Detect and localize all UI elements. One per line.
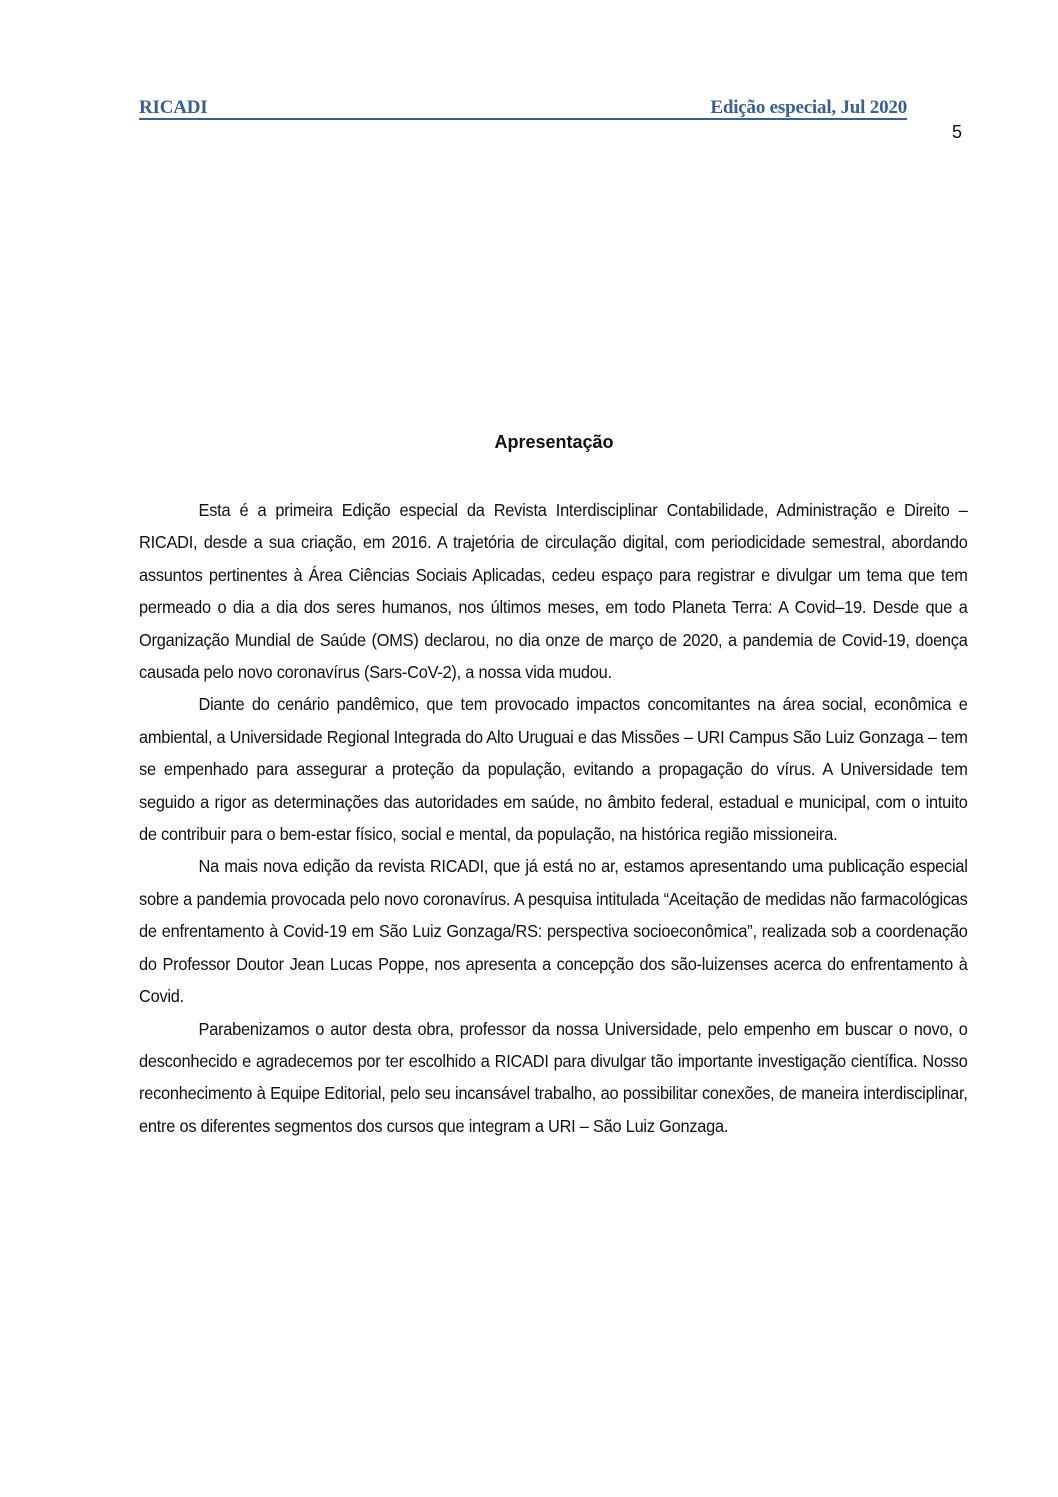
paragraph: Na mais nova edição da revista RICADI, que já está no ar, estamos apresentando uma publicação especial sobre a pandemia provocada pelo novo coronavírus. A pesquisa intitulada “Aceitação de medidas não farmacológicas de enfrentamento à Covid-19 em São Luiz Gonzaga/RS: perspectiva socioeconômica”, realizada sob a coordenação do Professor Doutor Jean Lucas Poppe, nos apresenta a concepção dos são-luizenses acerca do enfrentamento à Covid.	[139, 856, 968, 1007]
edition-label: Edição especial, Jul 2020	[710, 97, 907, 118]
journal-name: RICADI	[139, 97, 208, 118]
paragraph: Diante do cenário pandêmico, que tem provocado impactos concomitantes na área social, econômica e ambiental, a Universidade Regional Integrada do Alto Uruguai e das Missões – URI Campus São Luiz Gonzaga – tem se empenhado para assegurar a proteção da população, evitando a propagação do vírus. A Universidade tem seguido a rigor as determinações das autoridades em saúde, no âmbito federal, estadual e municipal, com o intuito de contribuir para o bem-estar físico, social e mental, da população, na histórica região missioneira.	[139, 694, 968, 845]
section-title: Apresentação	[494, 432, 614, 452]
paragraph: Esta é a primeira Edição especial da Revista Interdisciplinar Contabilidade, Administração e Direito – RICADI, desde a sua criação, em 2016. A trajetória de circulação digital, com periodicidade semestral, abordando assuntos pertinentes à Área Ciências Sociais Aplicadas, cedeu espaço para registrar e divulgar um tema que tem permeado o dia a dia dos seres humanos, nos últimos meses, em todo Planeta Terra: A Covid–19. Desde que a Organização Mundial de Saúde (OMS) declarou, no dia onze de março de 2020, a pandemia de Covid-19, doença causada pelo novo coronavírus (Sars-CoV-2), a nossa vida mudou.	[139, 500, 968, 683]
page-number: 5	[952, 122, 963, 142]
running-header	[139, 96, 907, 120]
paragraph: Parabenizamos o autor desta obra, professor da nossa Universidade, pelo empenho em buscar o novo, o desconhecido e agradecemos por ter escolhido a RICADI para divulgar tão importante investigação científica. Nosso reconhecimento à Equipe Editorial, pelo seu incansável trabalho, ao possibilitar conexões, de maneira interdisciplinar, entre os diferentes segmentos dos cursos que integram a URI – São Luiz Gonzaga.	[139, 1018, 968, 1136]
body-text	[139, 494, 968, 1142]
